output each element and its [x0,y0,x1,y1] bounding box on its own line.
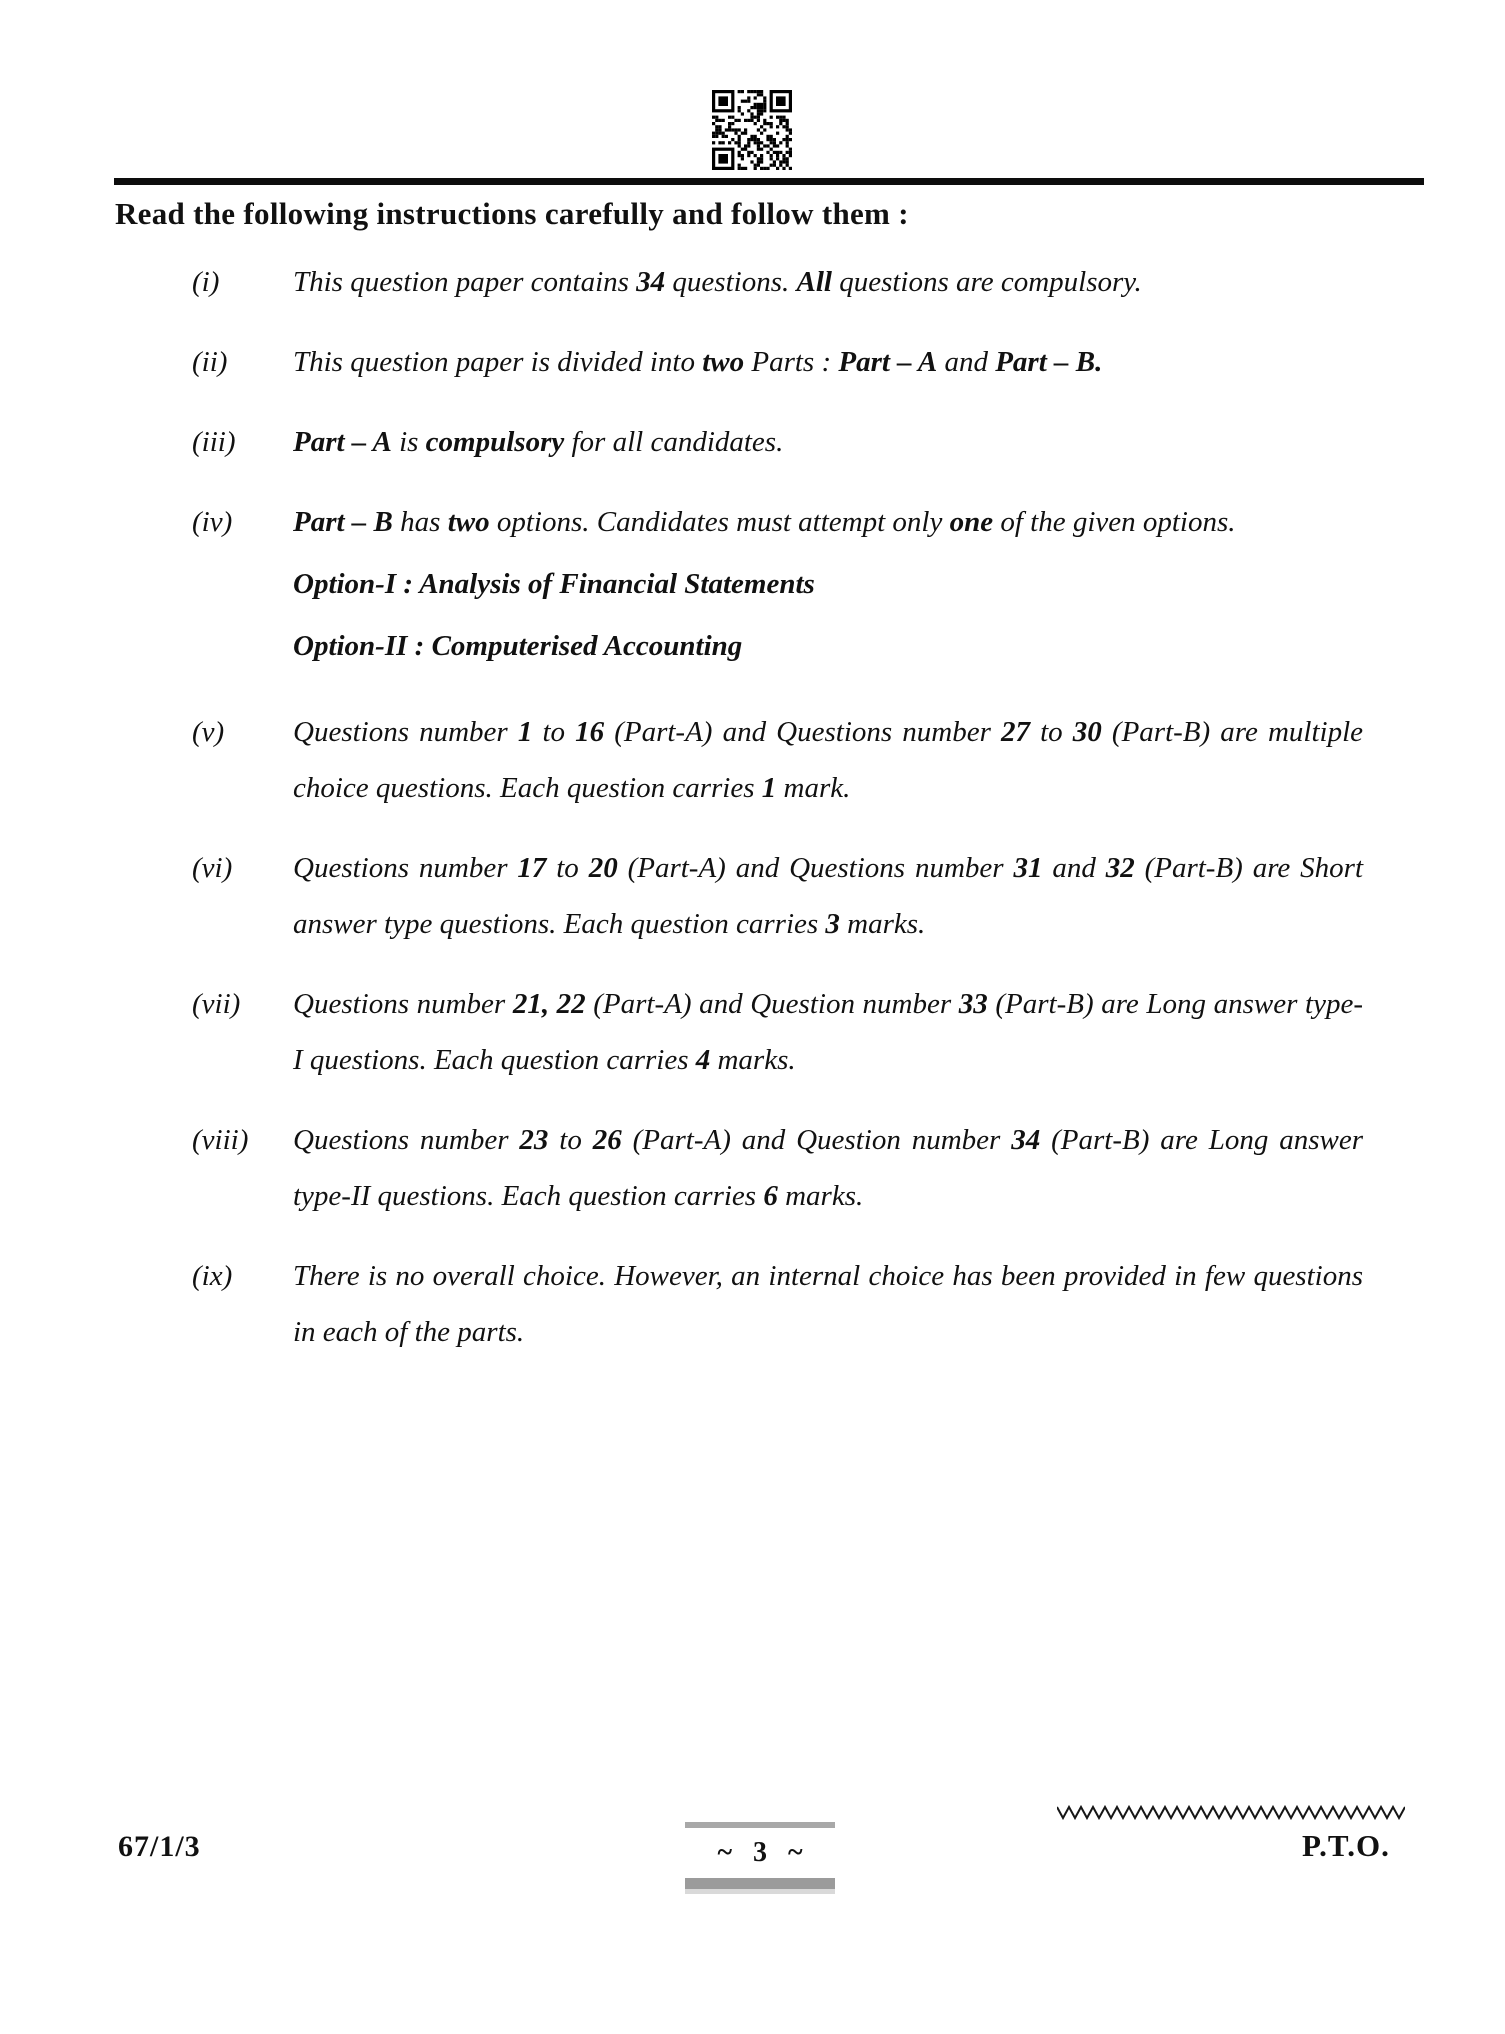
instruction-label: (iii) [192,426,236,458]
instruction-text [293,1112,1363,1224]
instruction-body [293,254,1363,310]
plain-text: (Part-A) and Question number [585,988,959,1020]
instruction-text [293,494,1363,550]
instruction-label: (vii) [192,988,241,1020]
zigzag-line-icon [1057,1804,1405,1822]
plain-text: Questions number [293,852,518,884]
page-number-block [685,1822,835,1889]
plain-text: and [937,346,996,378]
emphasized-text: Part – B. [995,346,1103,378]
plain-text: for all candidates. [564,426,784,458]
instruction-text [293,414,1363,470]
emphasized-text: 31 [1013,852,1043,884]
page-number-bottom-bar [685,1878,835,1889]
plain-text: marks. [777,1180,864,1212]
option-line [293,556,1363,612]
instruction-text [293,704,1363,816]
plain-text: to [1030,716,1073,748]
instruction-item [192,254,1363,310]
plain-text: Questions number [293,988,513,1020]
plain-text: (Part-B) are multiple choice questions. Each question carries [293,716,1363,804]
plain-text: (Part-A) and Question number [621,1124,1012,1156]
plain-text: to [548,1124,593,1156]
emphasized-text: All [796,266,832,298]
emphasized-text: 4 [695,1044,711,1076]
plain-text: options. Candidates must attempt only [489,506,950,538]
emphasized-text: 23 [519,1124,549,1156]
plain-text: marks. [839,908,926,940]
emphasized-text: 1 [517,716,533,748]
plain-text: (Part-B) are Long answer type-II questions. Each question carries [293,1124,1364,1212]
plain-text: and [1042,852,1106,884]
emphasized-text: one [949,506,994,538]
plain-text: (Part-B) are Short answer type questions. Each question carries [293,852,1364,940]
emphasized-text: 33 [958,988,988,1020]
plain-text: to [546,852,589,884]
plain-text: (Part-A) and Questions number [604,716,1002,748]
emphasized-text: 16 [575,716,605,748]
instruction-text [293,334,1363,390]
plain-text: (Part-A) and Questions number [617,852,1014,884]
emphasized-text: Option-I : Analysis of Financial Statements [293,568,815,600]
emphasized-text: 26 [592,1124,622,1156]
instruction-text [293,840,1363,952]
emphasized-text: 34 [1011,1124,1041,1156]
emphasized-text: 6 [763,1180,778,1212]
emphasized-text: 3 [825,908,840,940]
instruction-item [192,494,1363,674]
plain-text: of the given options. [993,506,1236,538]
instruction-item [192,1112,1363,1224]
instruction-body [293,704,1363,816]
instruction-label: (iv) [192,506,233,538]
instruction-body [293,976,1363,1088]
instruction-text [293,1248,1363,1360]
emphasized-text: 32 [1105,852,1135,884]
plain-text: (Part-B) are Long answer type-I questions. Each question carries [293,988,1363,1076]
plain-text: Questions number [293,1124,520,1156]
emphasized-text: 21, 22 [512,988,586,1020]
instruction-body [293,494,1363,674]
qr-code-image [712,90,792,170]
plain-text: is [391,426,426,458]
instruction-body [293,414,1363,470]
emphasized-text: 17 [517,852,547,884]
plain-text: This question paper is divided into [293,346,703,378]
instruction-body [293,1248,1363,1360]
emphasized-text: 20 [588,852,618,884]
instruction-label: (viii) [192,1124,249,1156]
header-divider-line [114,178,1424,185]
instruction-body [293,840,1363,952]
plain-text: has [392,506,448,538]
instruction-text [293,976,1363,1088]
instruction-item [192,976,1363,1088]
option-line [293,618,1363,674]
emphasized-text: Part – A [293,426,392,458]
emphasized-text: 30 [1072,716,1102,748]
instruction-label: (ix) [192,1260,233,1292]
instruction-item [192,334,1363,390]
emphasized-text: 27 [1001,716,1031,748]
emphasized-text: Option-II : Computerised Accounting [293,630,743,662]
emphasized-text: two [447,506,490,538]
pto-label: P.T.O. [1302,1828,1390,1863]
instruction-item [192,1248,1363,1360]
plain-text: questions. [665,266,797,298]
instruction-list [192,254,1363,1384]
plain-text: Questions number [293,716,518,748]
emphasized-text: two [702,346,745,378]
plain-text: questions are compulsory. [831,266,1142,298]
instruction-label: (ii) [192,346,228,378]
instruction-item [192,704,1363,816]
qr-code-icon [712,90,792,170]
instruction-label: (v) [192,716,225,748]
instruction-body [293,334,1363,390]
plain-text: marks. [710,1044,796,1076]
plain-text: Parts : [744,346,839,378]
emphasized-text: Part – B [293,506,393,538]
instruction-label: (i) [192,266,220,298]
instruction-item [192,414,1363,470]
paper-code: 67/1/3 [118,1830,201,1863]
instruction-label: (vi) [192,852,233,884]
emphasized-text: 1 [761,772,777,804]
plain-text: There is no overall choice. However, an internal choice has been provided in few questions in each of the parts. [293,1260,1363,1348]
plain-text: This question paper contains [293,266,637,298]
instruction-text [293,254,1363,310]
plain-text: to [532,716,576,748]
emphasized-text: 34 [636,266,666,298]
emphasized-text: Part – A [838,346,938,378]
instruction-item [192,840,1363,952]
instructions-heading: Read the following instructions carefully and follow them : [115,196,909,231]
emphasized-text: compulsory [425,426,565,458]
page-number: ~ 3 ~ [717,1837,803,1868]
instruction-body [293,1112,1363,1224]
plain-text: mark. [776,772,851,804]
